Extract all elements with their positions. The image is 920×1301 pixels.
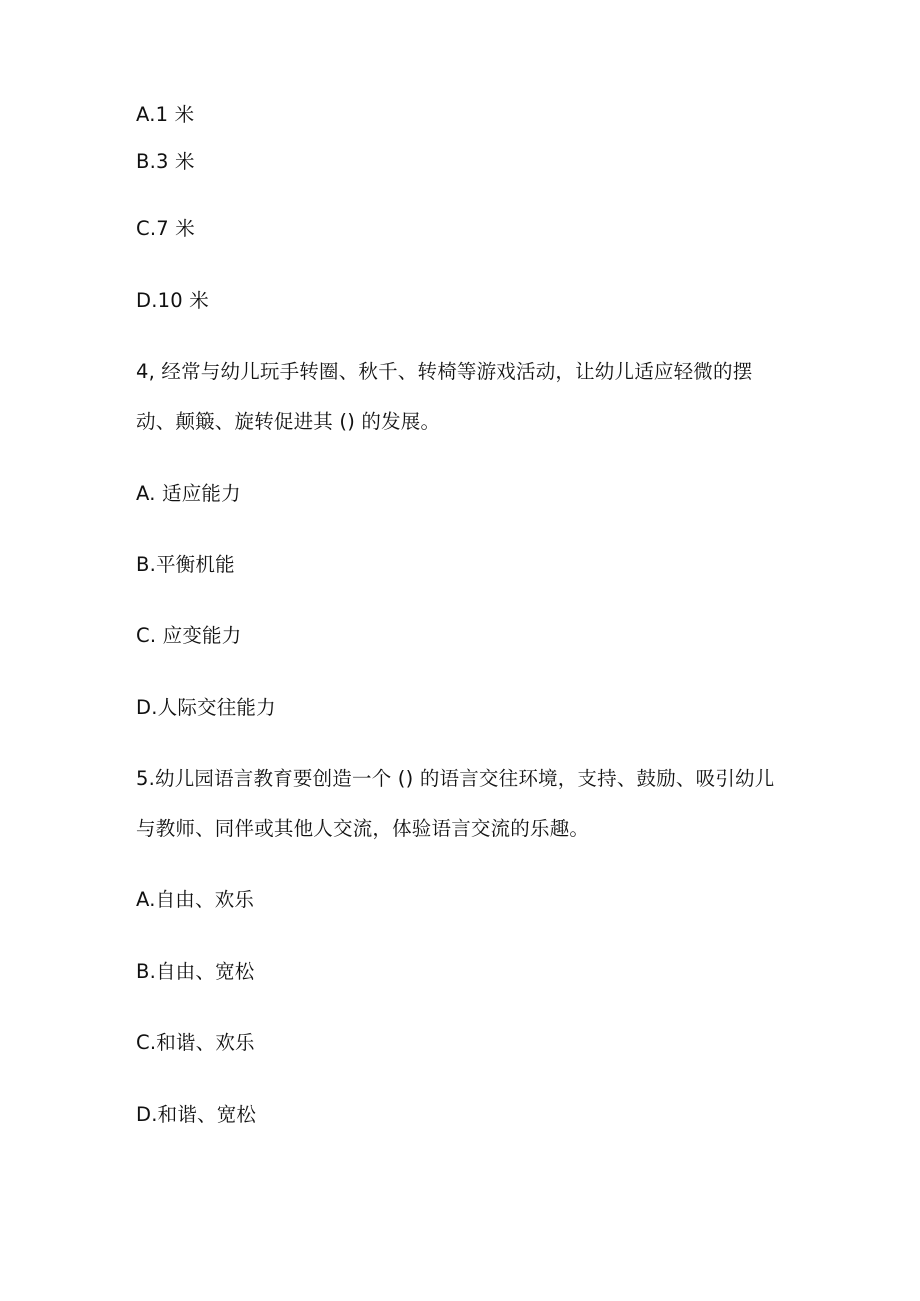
q4-option-c: C. 应变能力: [136, 624, 242, 647]
q5-option-b: B.自由、宽松: [136, 960, 255, 983]
q4-stem-line-1: 4, 经常与幼儿玩手转圈、秋千、转椅等游戏活动，让幼儿适应轻微的摆: [136, 360, 753, 383]
q3-option-d: D.10 米: [136, 289, 209, 312]
q5-stem-line-1: 5.幼儿园语言教育要创造一个 () 的语言交往环境，支持、鼓励、吸引幼儿: [136, 767, 775, 790]
q5-option-d: D.和谐、宽松: [136, 1103, 257, 1126]
q3-option-a: A.1 米: [136, 103, 195, 126]
q4-option-d: D.人际交往能力: [136, 696, 276, 719]
q5-option-c: C.和谐、欢乐: [136, 1031, 255, 1054]
q4-option-a: A. 适应能力: [136, 482, 241, 505]
q5-option-a: A.自由、欢乐: [136, 888, 255, 911]
q5-stem-line-2: 与教师、同伴或其他人交流，体验语言交流的乐趣。: [136, 817, 590, 840]
q4-stem-line-2: 动、颠簸、旋转促进其 () 的发展。: [136, 410, 441, 433]
q3-option-b: B.3 米: [136, 150, 195, 173]
q3-option-c: C.7 米: [136, 217, 195, 240]
q4-option-b: B.平衡机能: [136, 553, 235, 576]
